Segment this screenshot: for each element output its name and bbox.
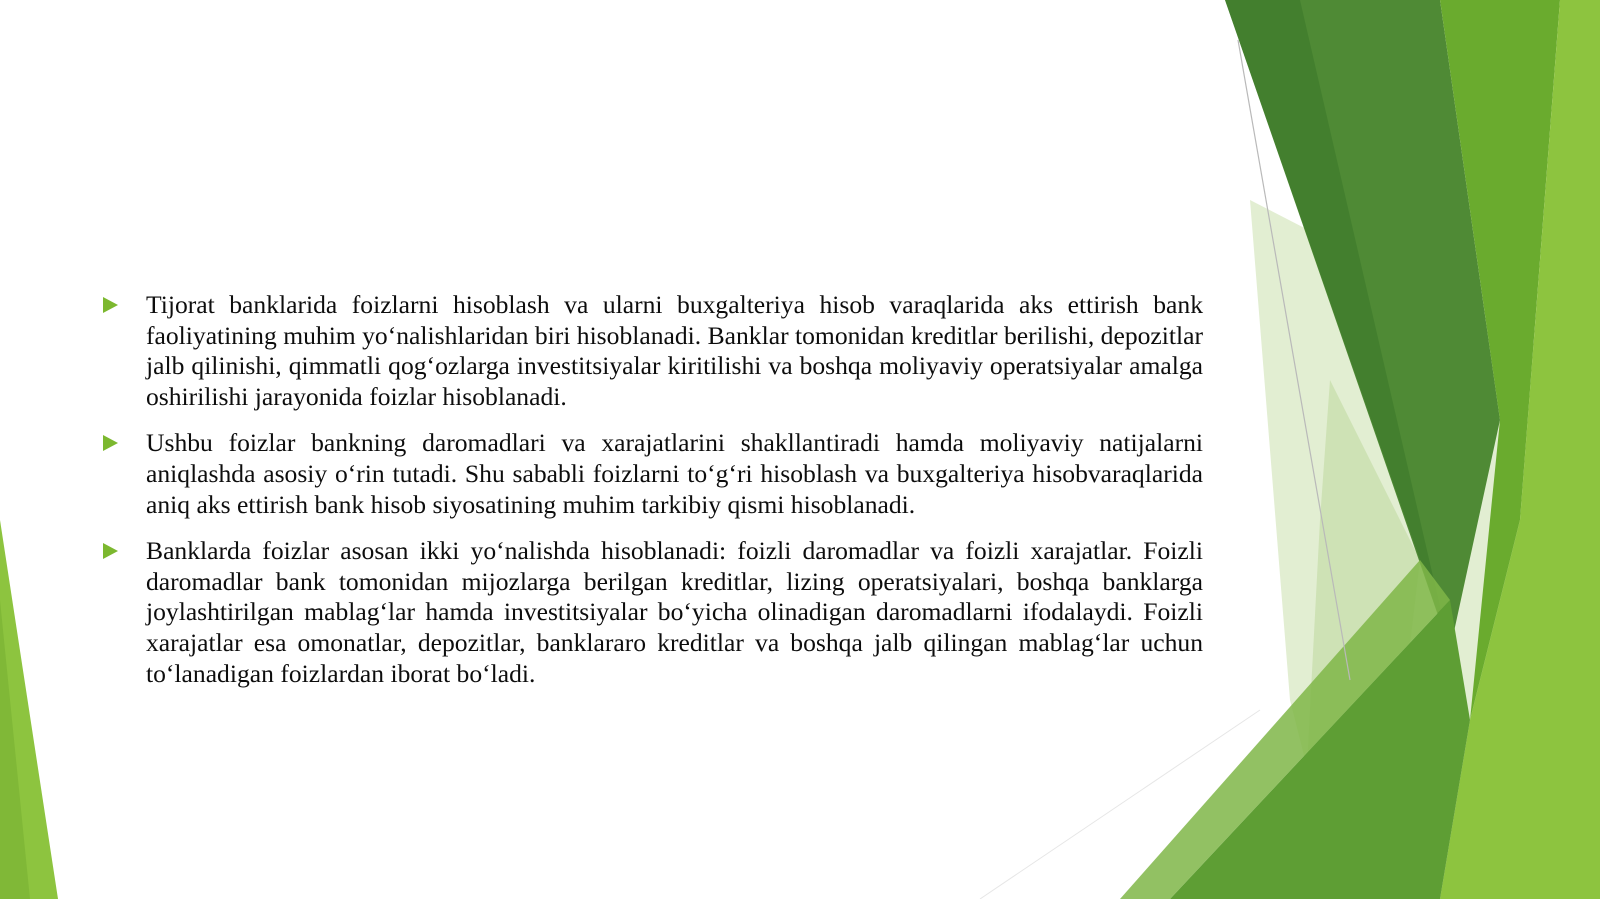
bullet-list (100, 290, 1203, 705)
bullet-text-3: Banklarda foizlar asosan ikki yo‘nalishda hisoblanadi: foizli daromadlar va foizli xarajatlar. Foizli daromadlar bank tomonidan mijozlarga berilgan kreditlar, lizing operatsiyalari, boshqa banklarga joylashtirilgan mablag‘lar hamda investitsiyalar bo‘yicha olinadigan daromadlarni ifodalaydi. Foizli xarajatlar esa omonatlar, depozitlar, banklararo kreditlar va boshqa jalb qilingan mablag‘lar uchun to‘lanadigan foizlardan iborat bo‘ladi. (146, 536, 1203, 688)
bullet-paragraph-1 (100, 290, 1203, 412)
bullet-paragraph-3 (100, 536, 1203, 689)
triangle-bullet-icon (103, 297, 118, 313)
bullet-text-1: Tijorat banklarida foizlarni hisoblash va ularni buxgalteriya hisob varaqlarida aks ettirish bank faoliyatining muhim yo‘nalishlaridan biri hisoblanadi. Banklar tomonidan kreditlar berilishi, depozitlar jalb qilinishi, qimmatli qog‘ozlarga investitsiyalar kiritilishi va boshqa moliyaviy operatsiyalar amalga oshirilishi jarayonida foizlar hisoblanadi. (146, 290, 1203, 411)
triangle-bullet-icon (103, 435, 118, 451)
bullet-paragraph-2 (100, 428, 1203, 520)
bullet-text-2: Ushbu foizlar bankning daromadlari va xarajatlarini shakllantiradi hamda moliyaviy natijalarni aniqlashda asosiy o‘rin tutadi. Shu sababli foizlarni to‘g‘ri hisoblash va buxgalteriya hisobvaraqlarida aniq aks ettirish bank hisob siyosatining muhim tarkibiy qismi hisoblanadi. (146, 428, 1203, 519)
triangle-bullet-icon (103, 543, 118, 559)
